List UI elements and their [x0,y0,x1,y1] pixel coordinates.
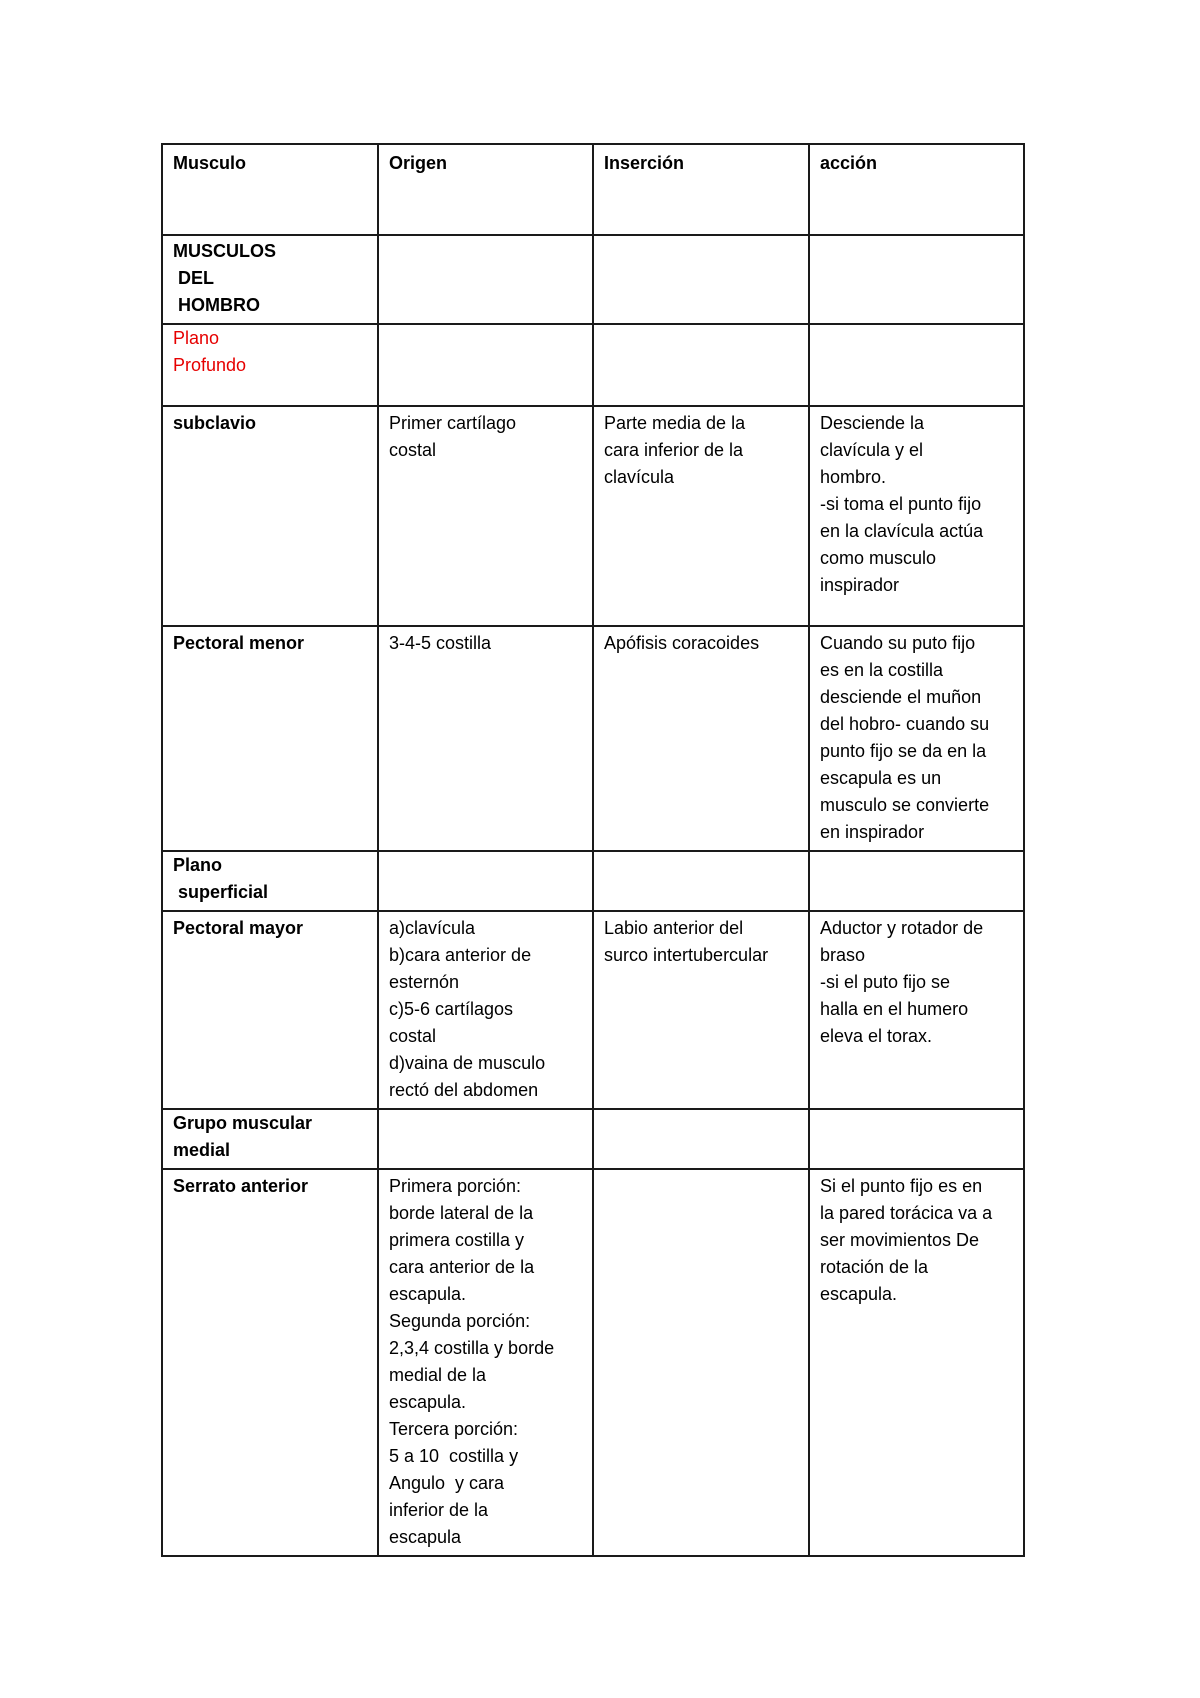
insercion-cell [593,406,809,626]
cell-line: b)cara anterior de [389,945,532,965]
empty-cell [809,851,1024,911]
muscle-name-cell [162,626,378,851]
table-row [162,1109,1024,1169]
empty-cell [378,324,593,406]
cell-line: Primer cartílago [389,413,517,433]
table-row [162,235,1024,324]
cell-line: en inspirador [820,822,925,842]
cell-line: superficial [173,882,269,902]
cell-line: 3-4-5 costilla [389,633,492,653]
cell-line: Aductor y rotador de [820,918,984,938]
cell-line: rotación de la [820,1257,929,1277]
origen-cell [378,626,593,851]
table-row [162,1169,1024,1556]
cell-line: musculo se convierte [820,795,990,815]
cell-line: Profundo [173,355,247,375]
cell-line: hombro. [820,467,887,487]
empty-cell [809,324,1024,406]
origen-cell [378,406,593,626]
cell-line: -si toma el punto fijo [820,494,982,514]
cell-line: borde lateral de la [389,1203,534,1223]
cell-line: HOMBRO [173,295,260,315]
cell-line: escapula. [389,1284,467,1304]
cell-line: MUSCULOS [173,241,276,261]
origen-cell [378,911,593,1109]
cell-line: 2,3,4 costilla y borde [389,1338,555,1358]
cell-line: escapula es un [820,768,942,788]
cell-line: Pectoral mayor [173,918,304,938]
accion-cell [809,911,1024,1109]
cell-line: a)clavícula [389,918,476,938]
muscle-table [161,143,1025,1557]
table-row [162,911,1024,1109]
cell-line: rectó del abdomen [389,1080,539,1100]
table-row [162,406,1024,626]
cell-line: Plano [173,328,220,348]
header-origen: Origen [378,144,593,235]
cell-line: medial de la [389,1365,487,1385]
cell-line: Grupo muscular [173,1113,313,1133]
cell-line: cara inferior de la [604,440,744,460]
cell-line: la pared torácica va a [820,1203,993,1223]
table-row [162,626,1024,851]
cell-line: Angulo y cara [389,1473,505,1493]
cell-line: Desciende la [820,413,925,433]
cell-line: punto fijo se da en la [820,741,987,761]
muscle-name-cell [162,1169,378,1556]
cell-line: Plano [173,855,223,875]
header-accion: acción [809,144,1024,235]
cell-line: Apófisis coracoides [604,633,760,653]
empty-cell [593,1109,809,1169]
cell-line: medial [173,1140,231,1160]
cell-line: clavícula y el [820,440,924,460]
empty-cell [809,235,1024,324]
section-grupo-muscular-medial [162,1109,378,1169]
cell-line: Pectoral menor [173,633,305,653]
cell-line: costal [389,440,437,460]
accion-cell [809,626,1024,851]
muscle-name-cell [162,911,378,1109]
section-plano-superficial [162,851,378,911]
cell-line: c)5-6 cartílagos [389,999,514,1019]
cell-line: Serrato anterior [173,1176,309,1196]
cell-line: del hobro- cuando su [820,714,990,734]
table-header-row [162,144,1024,235]
cell-line: escapula [389,1527,462,1547]
cell-line: costal [389,1026,437,1046]
empty-cell [593,235,809,324]
cell-line: como musculo [820,548,937,568]
insercion-cell [593,911,809,1109]
cell-line: Segunda porción: [389,1311,531,1331]
origen-cell [378,1169,593,1556]
cell-line: esternón [389,972,460,992]
section-plano-profundo [162,324,378,406]
cell-line: Cuando su puto fijo [820,633,976,653]
cell-line: inspirador [820,575,900,595]
accion-cell [809,1169,1024,1556]
insercion-cell [593,1169,809,1556]
table-row [162,324,1024,406]
section-musculos-del-hombro [162,235,378,324]
cell-line: DEL [173,268,215,288]
cell-line: surco intertubercular [604,945,769,965]
cell-line: eleva el torax. [820,1026,933,1046]
cell-line: escapula. [389,1392,467,1412]
cell-line: Tercera porción: [389,1419,519,1439]
cell-line: halla en el humero [820,999,969,1019]
cell-line: en la clavícula actúa [820,521,984,541]
cell-line: Labio anterior del [604,918,744,938]
empty-cell [378,851,593,911]
cell-line: 5 a 10 costilla y [389,1446,519,1466]
cell-line: inferior de la [389,1500,489,1520]
header-musculo: Musculo [162,144,378,235]
muscle-name-cell [162,406,378,626]
empty-cell [378,235,593,324]
cell-line: clavícula [604,467,675,487]
cell-line: -si el puto fijo se [820,972,951,992]
cell-line: Primera porción: [389,1176,522,1196]
empty-cell [593,324,809,406]
empty-cell [809,1109,1024,1169]
cell-line: es en la costilla [820,660,944,680]
header-insercion: Inserción [593,144,809,235]
empty-cell [378,1109,593,1169]
cell-line: escapula. [820,1284,898,1304]
cell-line: Si el punto fijo es en [820,1176,983,1196]
cell-line: subclavio [173,413,257,433]
cell-line: braso [820,945,866,965]
table-row [162,851,1024,911]
accion-cell [809,406,1024,626]
cell-line: ser movimientos De [820,1230,980,1250]
cell-line: d)vaina de musculo [389,1053,546,1073]
cell-line: desciende el muñon [820,687,982,707]
cell-line: cara anterior de la [389,1257,535,1277]
cell-line: primera costilla y [389,1230,525,1250]
cell-line: Parte media de la [604,413,746,433]
insercion-cell [593,626,809,851]
empty-cell [593,851,809,911]
